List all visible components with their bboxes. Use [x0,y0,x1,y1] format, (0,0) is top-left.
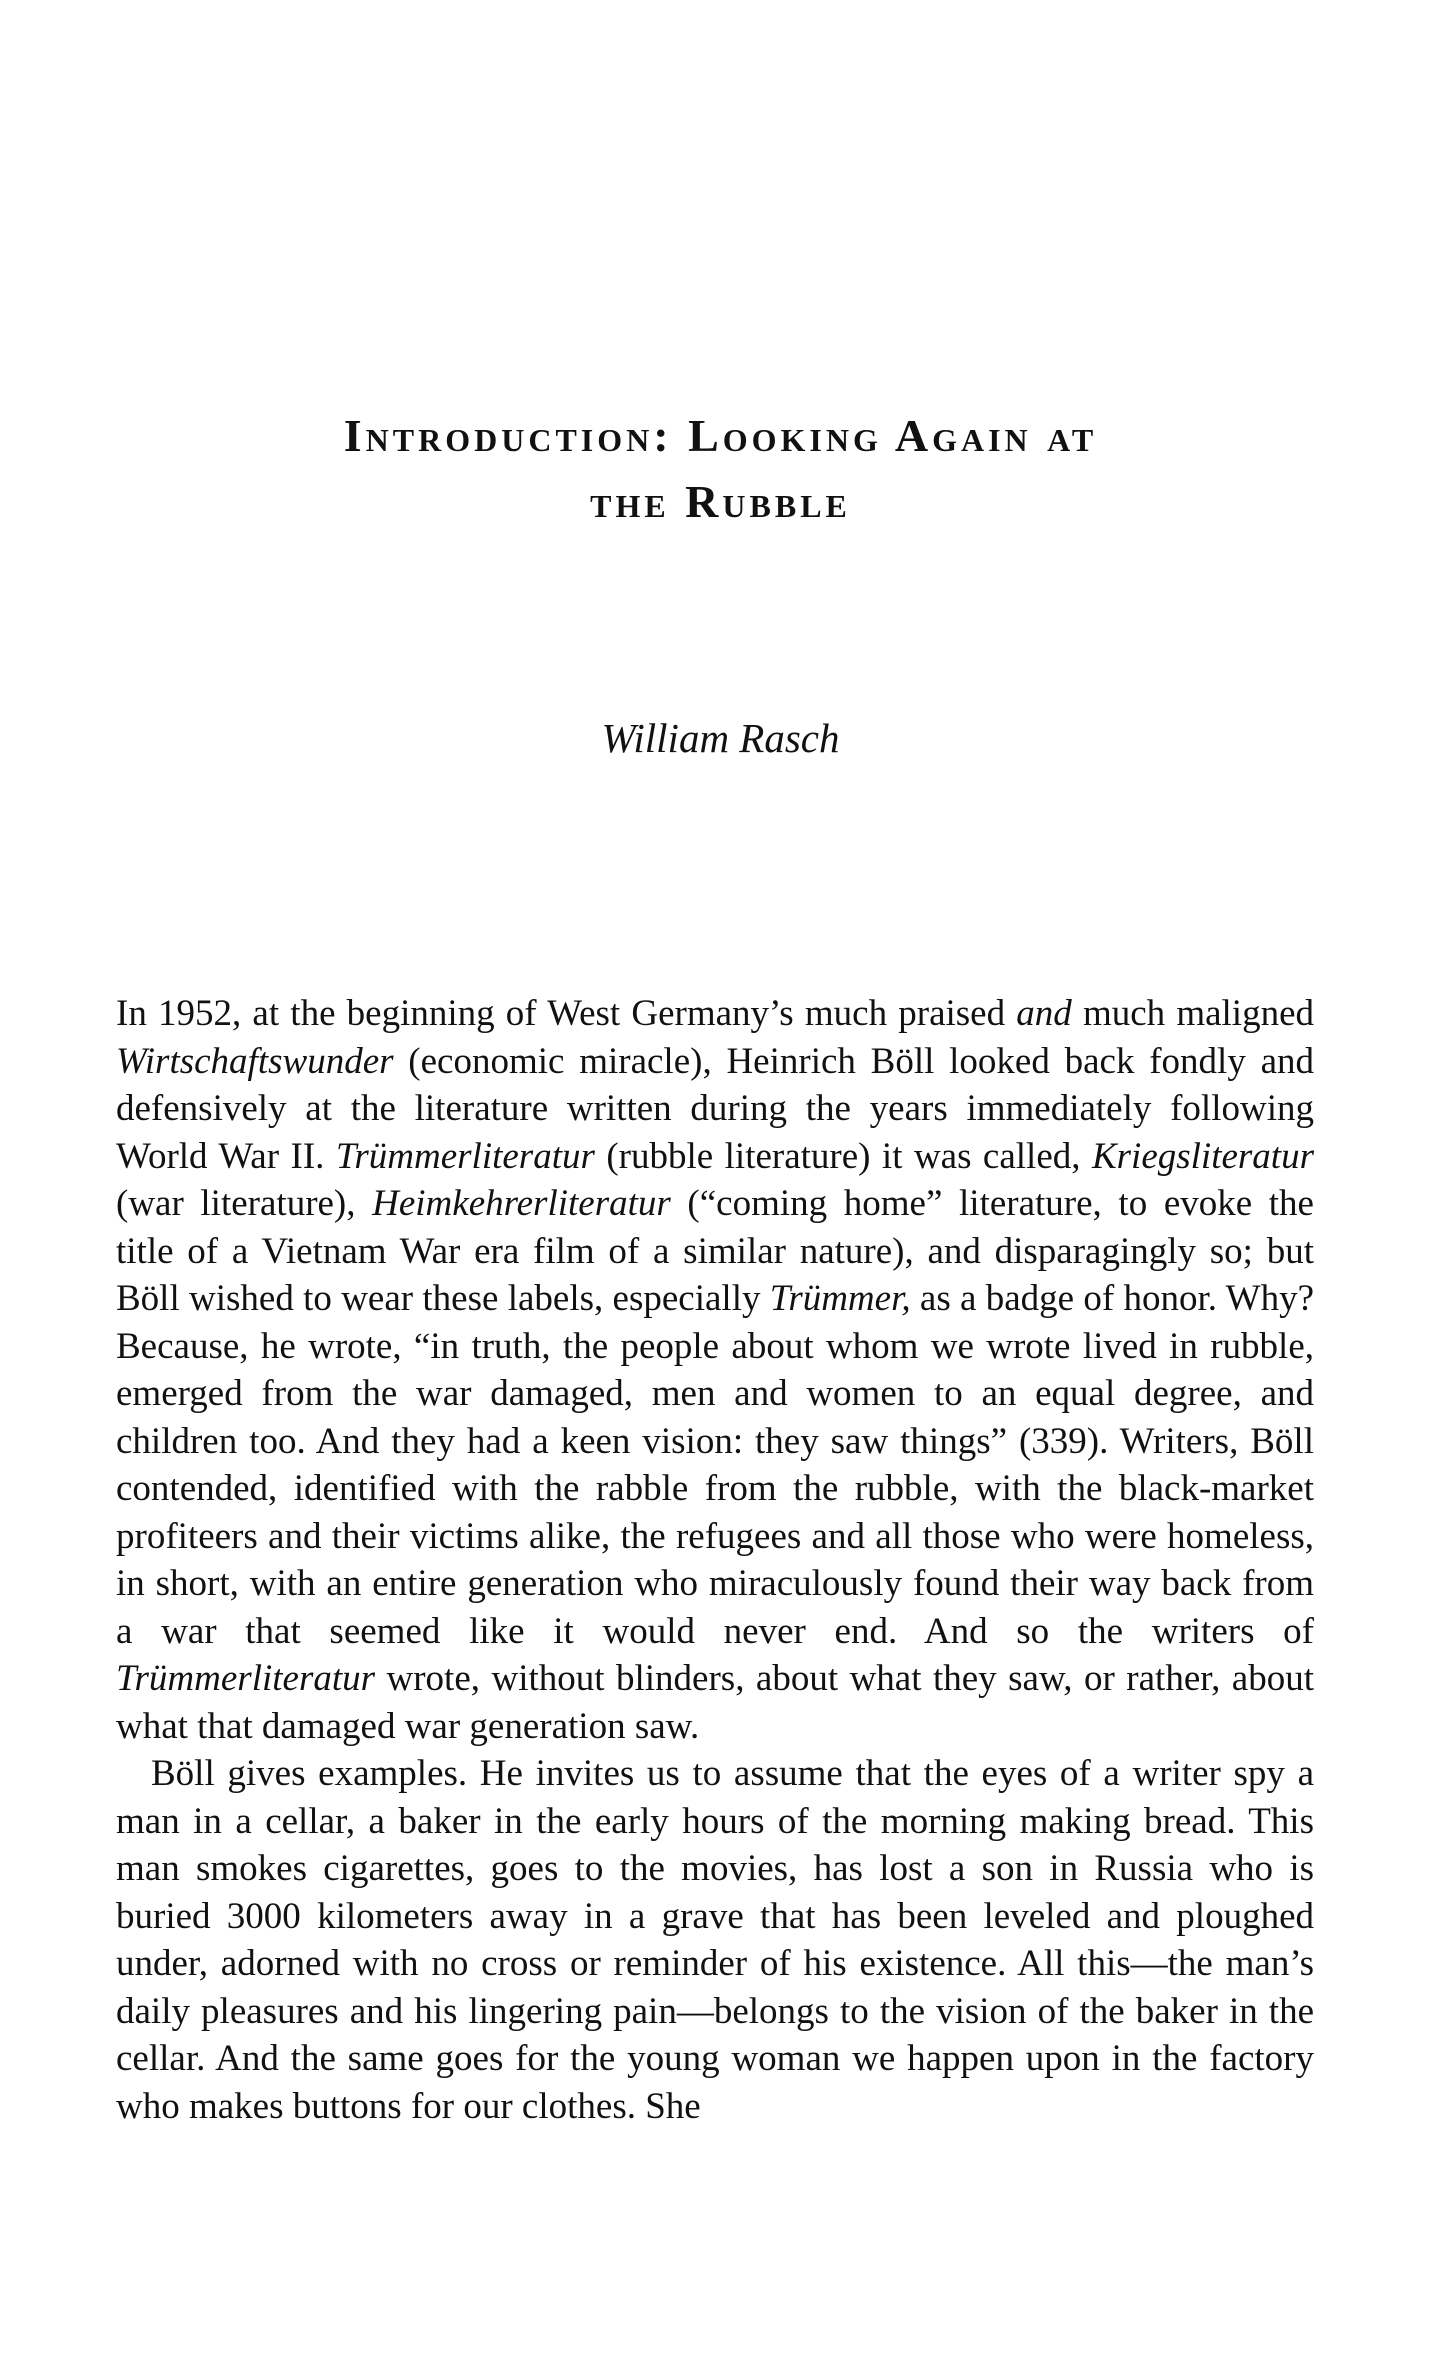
text-run: wrote, without blinders, about what they saw, or rather, about what that damaged war generation saw. [116,1658,1314,1747]
chapter-title-line-1: Introduction: Looking Again at [343,409,1098,461]
text-run: (economic miracle), Heinrich Böll looked back fondly and defensively at the literature written during the years immediately following World War II. [116,1040,1314,1177]
italic-run: Trümmerliteratur [335,1135,595,1177]
chapter-title-line-2: the Rubble [590,475,851,527]
paragraph-2 [116,1750,1314,2130]
italic-run: Trümmer, [769,1278,911,1319]
italic-run: Trümmerliteratur [116,1658,376,1699]
author-name: William Rasch [601,715,840,761]
chapter-title [0,403,1441,535]
italic-run: Kriegsliteratur [1091,1135,1314,1177]
text-run: much maligned [1071,993,1315,1034]
text-run: In 1952, at the beginning of West Germany’s much praised [116,993,1017,1034]
text-run: as a badge of honor. Why? Because, he wrote, “in truth, the people about whom we wrote lived in rubble, emerged from the war damaged, men and women to an equal degree, and children too. And they had a keen vision: they saw things” (339). Writers, Böll contended, identified with the rabble from the rubble, with the black-market profiteers and their victims alike, the refugees and all those who were homeless, in short, with an entire generation who miraculously found their way back from a war that seemed like it would never end. And so the writers of [116,1278,1315,1652]
text-run: (rubble literature) it was called, [594,1135,1092,1177]
paragraph-1 [116,990,1314,1750]
text-run: (“coming home” literature, to evoke the title of a Vietnam War era film of a similar nature), and disparagingly so; but Böll wished to wear these labels, especially [116,1183,1314,1319]
text-run: Böll gives examples. He invites us to assume that the eyes of a writer spy a man in a cellar, a baker in the early hours of the morning making bread. This man smokes cigarettes, goes to the movies, has lost a son in Russia who is buried 3000 kilometers away in a grave that has been leveled and ploughed under, adorned with no cross or reminder of his existence. All this—the man’s daily pleasures and his lingering pain—belongs to the vision of the baker in the cellar. And the same goes for the young woman we happen upon in the factory who makes buttons for our clothes. She [116,1753,1314,2127]
text-run: (war literature), [116,1183,373,1224]
italic-run: Heimkehrerliteratur [372,1183,671,1224]
italic-run: and [1016,993,1072,1034]
body-text [116,990,1314,2130]
italic-run: Wirtschaftswunder [116,1040,394,1082]
